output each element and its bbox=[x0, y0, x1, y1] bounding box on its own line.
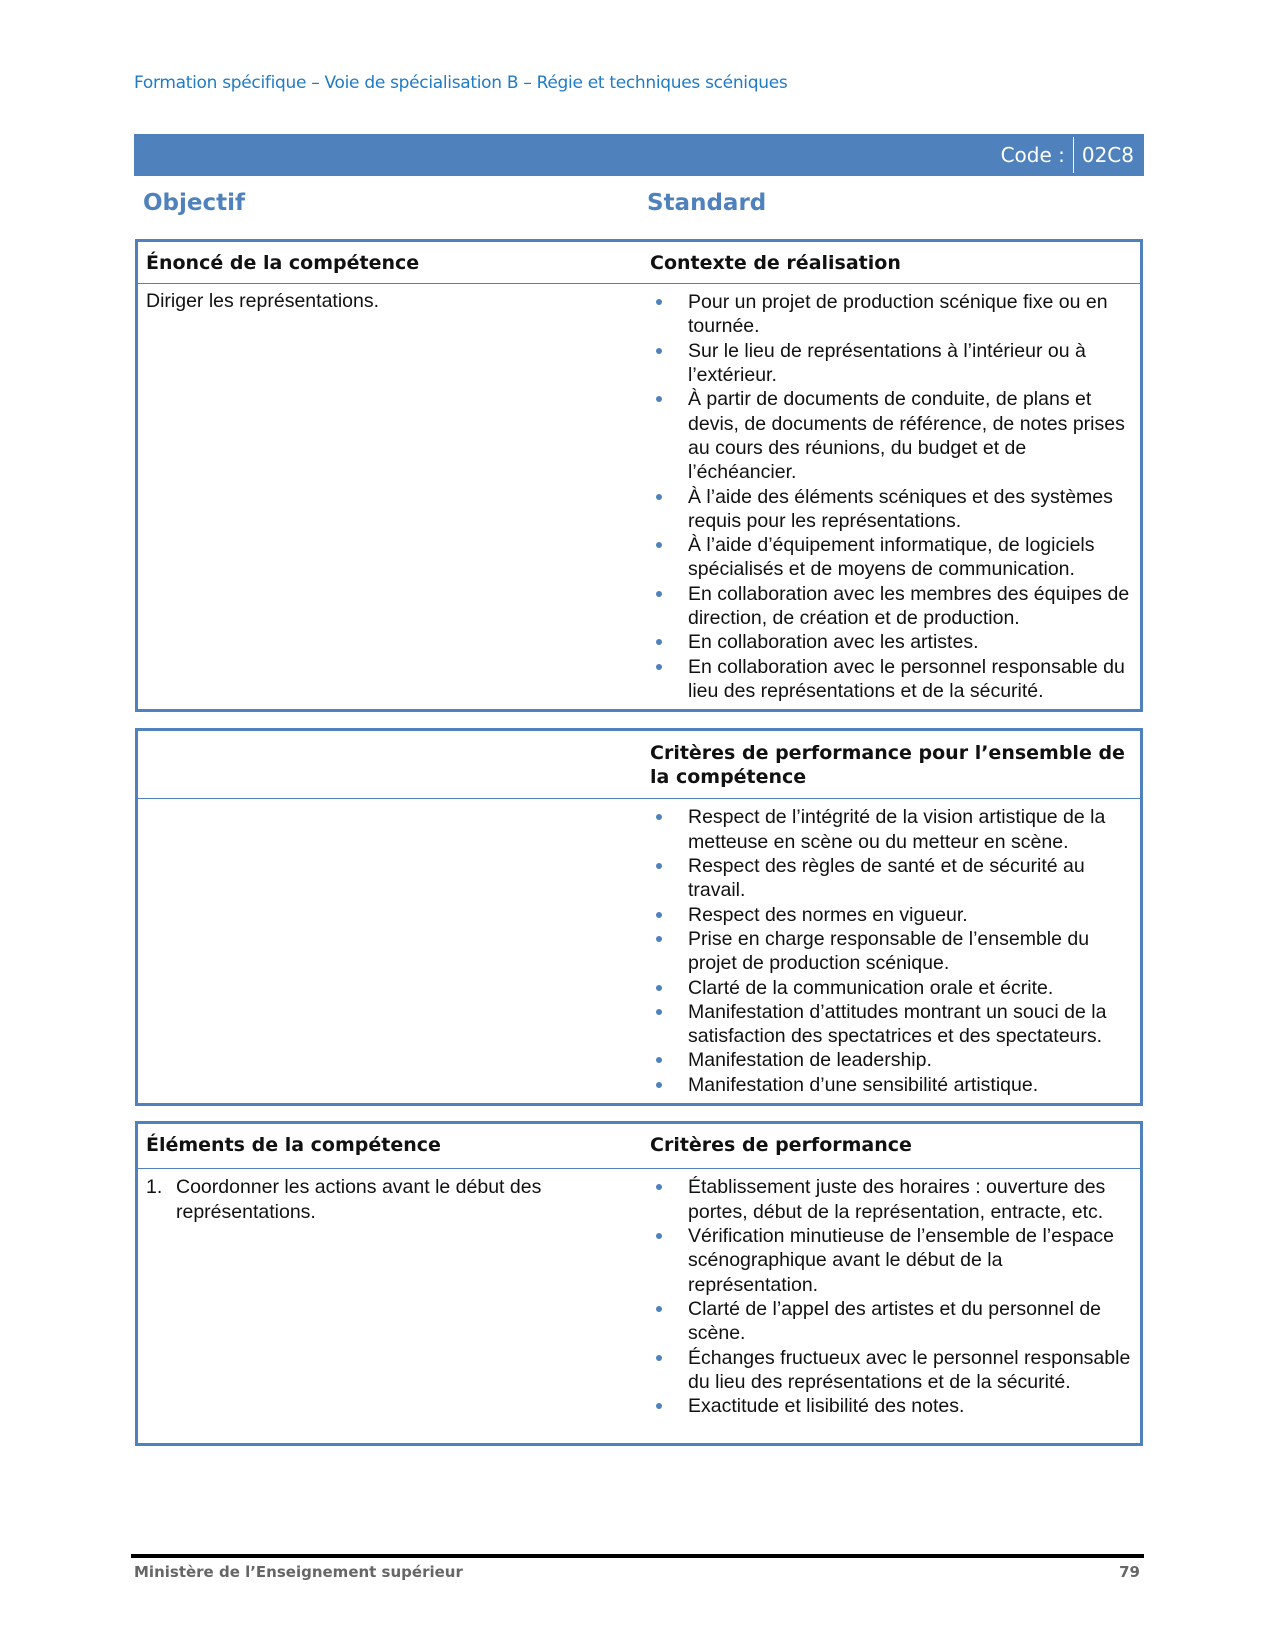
competence-statement-header: Énoncé de la compétence bbox=[137, 241, 643, 284]
bullet-item: Sur le lieu de représentations à l’intérieur ou à l’extérieur. bbox=[650, 339, 1132, 388]
bullet-item: En collaboration avec les artistes. bbox=[650, 630, 1132, 654]
objectif-heading: Objectif bbox=[143, 190, 246, 216]
code-value: 02C8 bbox=[1081, 143, 1134, 167]
page-number: 79 bbox=[1119, 1563, 1140, 1581]
bullet-item: Manifestation de leadership. bbox=[650, 1048, 1132, 1072]
context-table bbox=[135, 239, 1143, 712]
bullet-item: À l’aide d’équipement informatique, de logiciels spécialisés et de moyens de communication. bbox=[650, 533, 1132, 582]
running-header: Formation spécifique – Voie de spécialisation B – Régie et techniques scéniques bbox=[134, 73, 788, 93]
bullet-item: En collaboration avec les membres des équipes de direction, de création et de production. bbox=[650, 582, 1132, 631]
bullet-item: À l’aide des éléments scéniques et des systèmes requis pour les représentations. bbox=[650, 485, 1132, 534]
bullet-item: Prise en charge responsable de l’ensemble du projet de production scénique. bbox=[650, 927, 1132, 976]
bullet-item: Manifestation d’attitudes montrant un souci de la satisfaction des spectatrices et des spectateurs. bbox=[650, 1000, 1132, 1049]
competence-statement: Diriger les représentations. bbox=[146, 290, 380, 313]
general-criteria-table bbox=[135, 728, 1143, 1106]
criteria-header: Critères de performance bbox=[642, 1123, 1142, 1169]
context-list bbox=[650, 290, 1132, 703]
empty-cell bbox=[137, 799, 643, 1105]
code-label: Code : bbox=[1000, 143, 1065, 167]
footer-ministry: Ministère de l’Enseignement supérieur bbox=[134, 1563, 463, 1581]
bullet-item: Exactitude et lisibilité des notes. bbox=[650, 1394, 1132, 1418]
element-text: Coordonner les actions avant le début des représentations. bbox=[176, 1176, 542, 1223]
bullet-item: Clarté de la communication orale et écrite. bbox=[650, 976, 1132, 1000]
bullet-item: Respect des règles de santé et de sécurité au travail. bbox=[650, 854, 1132, 903]
bullet-item: Échanges fructueux avec le personnel responsable du lieu des représentations et de la sécurité. bbox=[650, 1346, 1132, 1395]
bullet-item: Respect de l’intégrité de la vision artistique de la metteuse en scène ou du metteur en scène. bbox=[650, 805, 1132, 854]
bullet-item: Vérification minutieuse de l’ensemble de l’espace scénographique avant le début de la représentation. bbox=[650, 1224, 1132, 1297]
element-number: 1. bbox=[146, 1176, 163, 1199]
element-item bbox=[146, 1175, 634, 1224]
code-bar bbox=[134, 134, 1144, 176]
empty-header-cell bbox=[137, 730, 643, 799]
criteria-list bbox=[650, 1175, 1132, 1418]
general-criteria-list bbox=[650, 805, 1132, 1097]
context-header: Contexte de réalisation bbox=[642, 241, 1142, 284]
elements-table bbox=[135, 1121, 1143, 1446]
general-criteria-header: Critères de performance pour l’ensemble de la compétence bbox=[642, 730, 1142, 799]
bullet-item: Pour un projet de production scénique fixe ou en tournée. bbox=[650, 290, 1132, 339]
bullet-item: Respect des normes en vigueur. bbox=[650, 903, 1132, 927]
code-divider bbox=[1073, 137, 1074, 173]
bullet-item: À partir de documents de conduite, de plans et devis, de documents de référence, de notes prises au cours des réunions, du budget et de l’échéancier. bbox=[650, 387, 1132, 484]
standard-heading: Standard bbox=[647, 190, 767, 216]
footer-rule bbox=[131, 1554, 1144, 1558]
bullet-item: Établissement juste des horaires : ouverture des portes, début de la représentation, entracte, etc. bbox=[650, 1175, 1132, 1224]
bullet-item: Clarté de l’appel des artistes et du personnel de scène. bbox=[650, 1297, 1132, 1346]
bullet-item: En collaboration avec le personnel responsable du lieu des représentations et de la sécurité. bbox=[650, 655, 1132, 704]
bullet-item: Manifestation d’une sensibilité artistique. bbox=[650, 1073, 1132, 1097]
elements-header: Éléments de la compétence bbox=[137, 1123, 643, 1169]
